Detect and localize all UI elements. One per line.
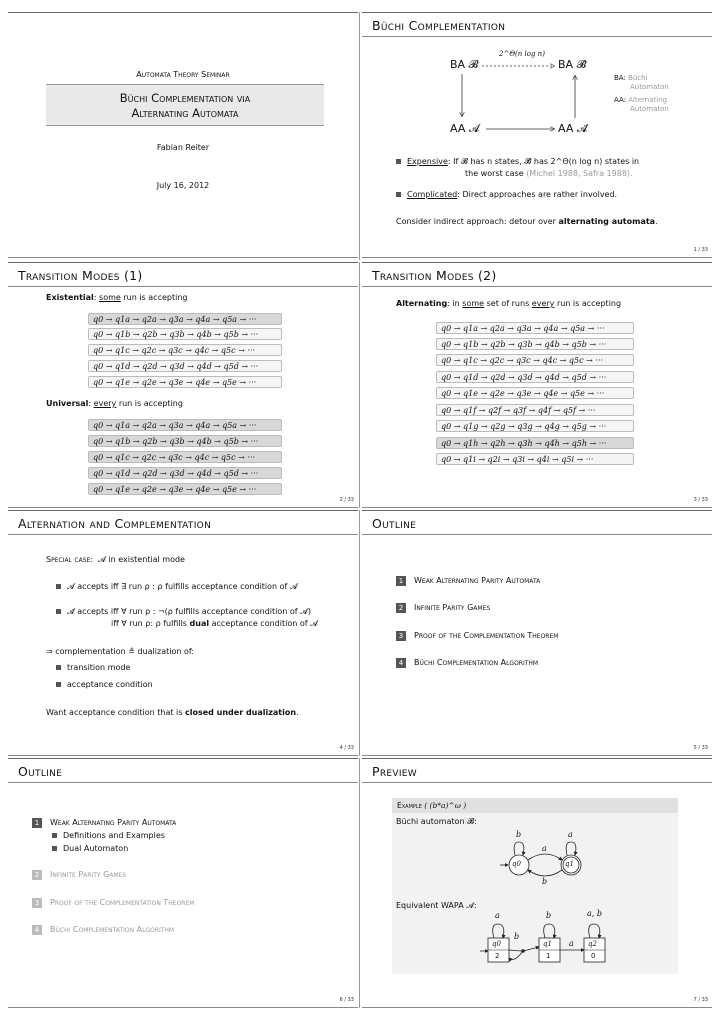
wapa-q0-label: q0	[492, 940, 501, 948]
slide-title: Büchi Complementation	[372, 18, 506, 33]
slide-transition-modes-2	[362, 262, 712, 508]
example-box: Example ( (b*a)^ω )	[392, 798, 678, 974]
aa-a: AA 𝓐	[450, 122, 480, 135]
edge-label: a, b	[587, 909, 602, 918]
ba-bbar: BA 𝓑̄	[558, 58, 587, 71]
wapa-q2-label: q2	[588, 940, 597, 948]
arrow-label: 2^Θ(n log n)	[499, 50, 545, 58]
priority-q1: 1	[546, 952, 551, 960]
outline-item[interactable]: 4 Büchi Complementation Algorithm	[396, 658, 538, 668]
slide-title: Transition Modes (2)	[372, 268, 497, 283]
special-case: Special case: 𝓐 in existential mode	[46, 555, 185, 564]
page-number: 7 / 33	[693, 997, 708, 1003]
run-universal: q0 → q1c → q2c → q3c → q4c → q5c → ···	[88, 451, 282, 463]
edge-label: a	[495, 911, 500, 920]
page-number: 4 / 33	[339, 745, 354, 751]
buchi-label: Büchi automaton 𝓑:	[396, 817, 477, 826]
run-alternating: q0 → q1c → q2c → q3c → q4c → q5c → ···	[436, 354, 634, 366]
run-alternating: q0 → q1a → q2a → q3a → q4a → q5a → ···	[436, 322, 634, 334]
separator	[359, 758, 360, 1008]
legend: BA: Büchi Automaton AA: Alternating Automaton	[614, 74, 669, 113]
slide-transition-modes-1	[8, 262, 358, 508]
consider-text: Consider indirect approach: detour over alternating automata.	[396, 217, 658, 226]
outline-item[interactable]: 2 Infinite Parity Games	[396, 603, 490, 613]
universal-text: Universal: every run is accepting	[46, 399, 183, 408]
slide-title: Transition Modes (1)	[18, 268, 143, 283]
page-number: 3 / 33	[693, 497, 708, 503]
slide-outline-current	[8, 758, 358, 1008]
edge-label: a	[542, 844, 547, 853]
alternating-text: Alternating: in some set of runs every run is accepting	[396, 299, 622, 308]
seminar-label: Automata Theory Seminar	[136, 70, 230, 79]
bullet-complement-accepts: 𝓐̄ accepts iff ∀ run ρ : ¬(ρ fulfills acceptance condition of 𝓐) iff ∀ run ρ: ρ fulfills dual acceptance condition of 𝓐	[56, 606, 318, 630]
outline-subitem[interactable]: Dual Automaton	[52, 844, 128, 853]
existential-text: Existential: some run is accepting	[46, 293, 188, 302]
outline-item[interactable]: 2 Infinite Parity Games	[32, 870, 126, 880]
bullet-accepts: 𝓐 accepts iff ∃ run ρ : ρ fulfills acceptance condition of 𝓐	[56, 582, 298, 592]
title-line-1: Büchi Complementation via	[119, 91, 251, 105]
run-existential: q0 → q1e → q2e → q3e → q4e → q5e → ···	[88, 376, 282, 388]
outline-item[interactable]: 3 Proof of the Complementation Theorem	[396, 631, 558, 641]
run-alternating: q0 → q1g → q2g → q3g → q4g → q5g → ···	[436, 420, 634, 432]
slide-buchi-complementation	[362, 12, 712, 258]
implies-text: ⇒ complementation ≙ dualization of:	[46, 647, 195, 656]
outline-item[interactable]: 4 Büchi Complementation Algorithm	[32, 925, 174, 935]
slide-title: Outline	[372, 516, 417, 531]
bullet-expensive: Expensive: If 𝓑 has n states, 𝓑̄ has 2^Θ(n log n) states in the worst case (Michel 1988, Safra 1988).	[396, 156, 639, 180]
slide-title: Preview	[372, 764, 417, 779]
slide-outline	[362, 510, 712, 756]
priority-q0: 2	[495, 952, 500, 960]
run-alternating: q0 → q1e → q2e → q3e → q4e → q5e → ···	[436, 387, 634, 399]
date: July 16, 2012	[156, 181, 210, 190]
run-universal: q0 → q1e → q2e → q3e → q4e → q5e → ···	[88, 483, 282, 495]
outline-item[interactable]: 3 Proof of the Complementation Theorem	[32, 898, 194, 908]
run-alternating: q0 → q1f → q2f → q3f → q4f → q5f → ···	[436, 404, 634, 416]
separator	[359, 510, 360, 756]
edge-label: b	[542, 877, 548, 886]
automata-diagram	[362, 758, 712, 1008]
outline-item-current[interactable]: 1 Weak Alternating Parity Automata	[32, 818, 176, 828]
sub-transition-mode: transition mode	[56, 663, 130, 672]
separator	[359, 262, 360, 508]
run-universal: q0 → q1b → q2b → q3b → q4b → q5b → ···	[88, 435, 282, 447]
author: Fabian Reiter	[156, 143, 210, 152]
run-existential: q0 → q1c → q2c → q3c → q4c → q5c → ···	[88, 344, 282, 356]
want-text: Want acceptance condition that is closed under dualization.	[46, 708, 299, 717]
outline-item[interactable]: 1 Weak Alternating Parity Automata	[396, 576, 540, 586]
page-number: 2 / 33	[339, 497, 354, 503]
separator	[359, 12, 360, 260]
slide-title	[8, 12, 358, 258]
priority-q2: 0	[591, 952, 596, 960]
edge-label: b	[514, 932, 520, 941]
run-alternating: q0 → q1h → q2h → q3h → q4h → q5h → ···	[436, 437, 634, 449]
edge-label: a	[568, 830, 573, 839]
run-existential: q0 → q1a → q2a → q3a → q4a → q5a → ···	[88, 313, 282, 325]
page-number: 6 / 33	[339, 997, 354, 1003]
outline-subitem[interactable]: Definitions and Examples	[52, 831, 165, 840]
state-q1-label: q1	[565, 860, 574, 868]
title-line-2: Alternating Automata	[131, 106, 239, 120]
run-universal: q0 → q1d → q2d → q3d → q4d → q5d → ···	[88, 467, 282, 479]
edge-label: b	[516, 830, 522, 839]
aa-abar: AA 𝓐̄	[558, 122, 588, 135]
sub-acceptance-condition: acceptance condition	[56, 680, 153, 689]
state-q0-label: q0	[512, 860, 521, 868]
slide-preview	[362, 758, 712, 1008]
bullet-complicated: Complicated: Direct approaches are rather involved.	[396, 190, 617, 199]
page-number: 1 / 33	[693, 247, 708, 253]
run-alternating: q0 → q1b → q2b → q3b → q4b → q5b → ···	[436, 338, 634, 350]
run-alternating: q0 → q1i → q2i → q3i → q4i → q5i → ···	[436, 453, 634, 465]
title-box	[46, 84, 324, 126]
run-universal: q0 → q1a → q2a → q3a → q4a → q5a → ···	[88, 419, 282, 431]
run-existential: q0 → q1d → q2d → q3d → q4d → q5d → ···	[88, 360, 282, 372]
slide-title: Outline	[18, 764, 63, 779]
page-number: 5 / 33	[693, 745, 708, 751]
run-existential: q0 → q1b → q2b → q3b → q4b → q5b → ···	[88, 328, 282, 340]
ba-b: BA 𝓑	[450, 58, 479, 71]
slide-alternation-complementation	[8, 510, 358, 756]
run-alternating: q0 → q1d → q2d → q3d → q4d → q5d → ···	[436, 371, 634, 383]
edge-label: b	[546, 911, 552, 920]
edge-label: a	[569, 939, 574, 948]
wapa-label: Equivalent WAPA 𝓐:	[396, 901, 477, 910]
wapa-q1-label: q1	[543, 940, 552, 948]
slide-title: Alternation and Complementation	[18, 516, 212, 531]
